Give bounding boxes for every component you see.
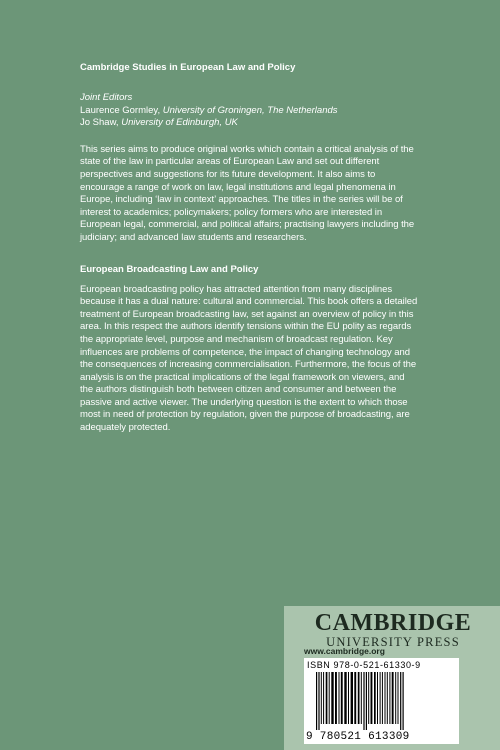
barcode-bar <box>348 672 349 724</box>
barcode-bar <box>363 672 364 730</box>
barcode-bar <box>403 672 404 730</box>
editor-affiliation: University of Edinburgh, UK <box>121 117 238 129</box>
barcode-bar <box>354 672 356 724</box>
barcode-bar <box>382 672 383 724</box>
publisher-url: www.cambridge.org <box>304 646 385 656</box>
barcode-bar <box>385 672 386 724</box>
barcode-bars-icon <box>312 672 452 730</box>
barcode-bar <box>326 672 328 724</box>
barcode-bar <box>335 672 337 724</box>
book-blurb: European broadcasting policy has attracted attention from many disciplines because it has a dual nature: cultural and commercial. This book offers a detailed treatment of European broadcasting law, set against an overview of policy in this area. In this respect the authors identify tensions within the EU polity as regards the appropriate level, purpose and mechanism of broadcast regulation. Key influences are problems of competence, the impact of changing technology and the consequences of increasing commercialisation. Furthermore, the focus of the analysis is on the practical implications of the legal framework on viewers, and the authors distinguish both between citizen and consumer and between the passive and active viewer. The underlying question is the extent to which those most in need of protection by regulation, given the purpose of broadcasting, are adequately protected. <box>80 283 418 434</box>
barcode-bar <box>331 672 333 724</box>
barcode-bar <box>368 672 369 724</box>
barcode-bar <box>400 672 401 730</box>
series-title: Cambridge Studies in European Law and Policy <box>80 62 296 73</box>
editor-name: Laurence Gormley, <box>80 104 163 116</box>
publisher-name: CAMBRIDGE <box>314 610 472 636</box>
barcode-bar <box>316 672 317 730</box>
joint-editors <box>80 92 420 130</box>
barcode <box>304 658 459 744</box>
editor-name: Jo Shaw, <box>80 117 122 129</box>
barcode-bar <box>395 672 396 724</box>
editor-affiliation: University of Groningen, The Netherlands <box>162 104 338 116</box>
barcode-bar <box>339 672 340 724</box>
barcode-bar <box>361 672 362 724</box>
editor-line <box>80 105 420 118</box>
book-title: European Broadcasting Law and Policy <box>80 263 259 275</box>
editor-line <box>80 117 420 130</box>
barcode-bar <box>344 672 346 724</box>
barcode-bar <box>351 672 353 724</box>
back-cover-text <box>80 61 420 449</box>
barcode-bar <box>374 672 376 724</box>
barcode-bar <box>398 672 399 724</box>
barcode-bar <box>387 672 388 724</box>
barcode-bar <box>366 672 367 730</box>
barcode-bar <box>392 672 394 724</box>
publisher-logo <box>303 611 483 649</box>
editors-label: Joint Editors <box>80 92 133 103</box>
barcode-bar <box>321 672 322 724</box>
barcode-bar <box>341 672 343 724</box>
series-description: This series aims to produce original works which contain a critical analysis of the state of the law in particular areas of European Law and set out different perspectives and suggestions for its future development. It also aims to encourage a range of work on law, legal institutions and legal phenomena in Europe, including ‘law in context’ approaches. The titles in the series will be of interest to academics; policymakers; policy formers who are interested in European legal, commercial, and political affairs; practising lawyers including the judiciary; and advanced law students and researchers. <box>80 143 415 243</box>
barcode-bar <box>323 672 324 724</box>
barcode-bar <box>371 672 373 724</box>
barcode-bar <box>358 672 360 724</box>
barcode-bar <box>329 672 330 724</box>
publisher-subtitle: UNIVERSITY PRESS <box>326 635 460 649</box>
barcode-digits: 9 780521 613309 <box>306 731 410 743</box>
barcode-bar <box>380 672 381 724</box>
barcode-bar <box>318 672 319 730</box>
barcode-bar <box>389 672 390 724</box>
isbn-label: ISBN 978-0-521-61330-9 <box>307 660 421 670</box>
barcode-bar <box>377 672 378 724</box>
